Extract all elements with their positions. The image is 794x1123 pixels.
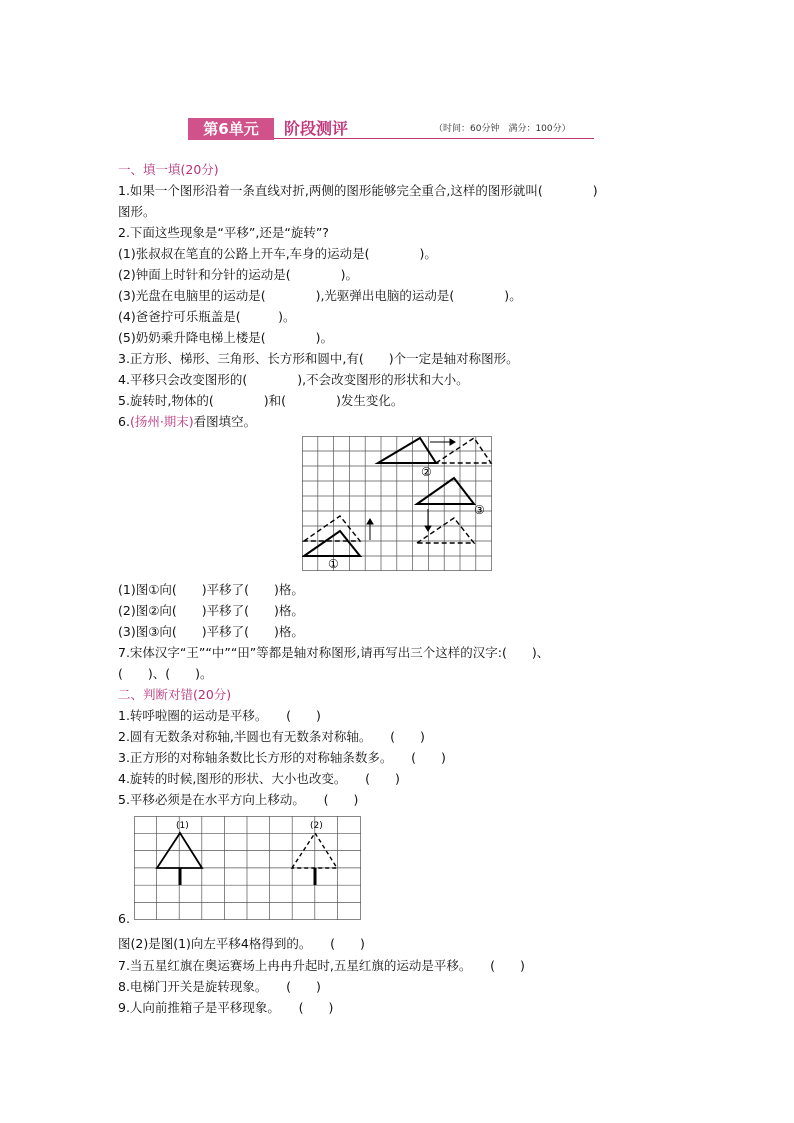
s1-q6-1: (1)图①向( )平移了( )格。 [118, 582, 304, 597]
s1-q3: 3.正方形、梯形、三角形、长方形和圆中,有( )个一定是轴对称图形。 [118, 351, 519, 366]
figure2-label-2: (2) [310, 821, 323, 831]
s1-q6-text: 看图填空。 [193, 414, 257, 429]
s1-q2-2: (2)钟面上时针和分针的运动是( )。 [118, 267, 358, 282]
s2-q7: 7.当五星红旗在奥运赛场上冉冉升起时,五星红旗的运动是平移。 ( ) [118, 958, 525, 973]
s2-q4: 4.旋转的时候,图形的形状、大小也改变。 ( ) [118, 771, 400, 786]
tree-grid-figure [134, 816, 362, 922]
figure-label-3: ③ [474, 503, 485, 517]
triangle-2-solid [378, 438, 436, 463]
translation-grid-figure [302, 436, 494, 572]
s2-q5: 5.平移必须是在水平方向上移动。 ( ) [118, 792, 359, 807]
s1-q6-2: (2)图②向( )平移了( )格。 [118, 603, 304, 618]
unit-header [188, 118, 608, 140]
s1-q2: 2.下面这些现象是“平移”,还是“旋转”? [118, 225, 329, 240]
s1-q7-line2: ( )、( )。 [118, 666, 213, 681]
figure-label-1: ① [328, 557, 339, 571]
s2-q2: 2.圆有无数条对称轴,半圆也有无数条对称轴。 ( ) [118, 729, 425, 744]
exam-meta: （时间：60分钟 满分：100分） [434, 124, 571, 134]
section2-title: 二、判断对错(20分) [118, 687, 232, 702]
s1-q6-number: 6. [118, 414, 130, 429]
s2-q8: 8.电梯门开关是旋转现象。 ( ) [118, 979, 321, 994]
s1-q2-5: (5)奶奶乘升降电梯上楼是( )。 [118, 330, 333, 345]
right-arrow-icon [430, 439, 455, 445]
header-underline [274, 138, 594, 139]
s2-q6-number: 6. [118, 911, 130, 926]
s1-q7-line1: 7.宋体汉字“王”“中”“田”等都是轴对称图形,请再写出三个这样的汉字:( )、 [118, 645, 550, 660]
section1-title: 一、填一填(20分) [118, 162, 219, 177]
s1-q6-source: (扬州·期末) [129, 414, 194, 429]
s1-q2-4: (4)爸爸拧可乐瓶盖是( )。 [118, 309, 296, 324]
stage-title: 阶段测评 [284, 119, 349, 138]
s1-q1-line2: 图形。 [118, 204, 156, 219]
s1-q6 [118, 414, 256, 430]
s1-q2-1: (1)张叔叔在笔直的公路上开车,车身的运动是( )。 [118, 246, 437, 261]
s1-q6-3: (3)图③向( )平移了( )格。 [118, 624, 304, 639]
s1-q1-line1: 1.如果一个图形沿着一条直线对折,两侧的图形能够完全重合,这样的图形就叫( ) [118, 183, 598, 198]
down-arrow-icon [425, 509, 431, 531]
triangle-3-dashed [417, 518, 474, 543]
figure2-label-1: (1) [176, 821, 189, 831]
s2-q6-text: 图(2)是图(1)向左平移4格得到的。 ( ) [118, 936, 365, 951]
s1-q5: 5.旋转时,物体的( )和( )发生变化。 [118, 393, 404, 408]
up-arrow-icon [367, 519, 373, 540]
s2-q1: 1.转呼啦圈的运动是平移。 ( ) [118, 708, 321, 723]
unit-badge: 第6单元 [188, 118, 274, 140]
s1-q2-3: (3)光盘在电脑里的运动是( ),光驱弹出电脑的运动是( )。 [118, 288, 522, 303]
figure-label-2: ② [421, 465, 432, 479]
s2-q3: 3.正方形的对称轴条数比长方形的对称轴条数多。 ( ) [118, 750, 446, 765]
triangle-3-solid [417, 478, 474, 504]
s1-q4: 4.平移只会改变图形的( ),不会改变图形的形状和大小。 [118, 372, 469, 387]
s2-q9: 9.人向前推箱子是平移现象。 ( ) [118, 1000, 334, 1015]
